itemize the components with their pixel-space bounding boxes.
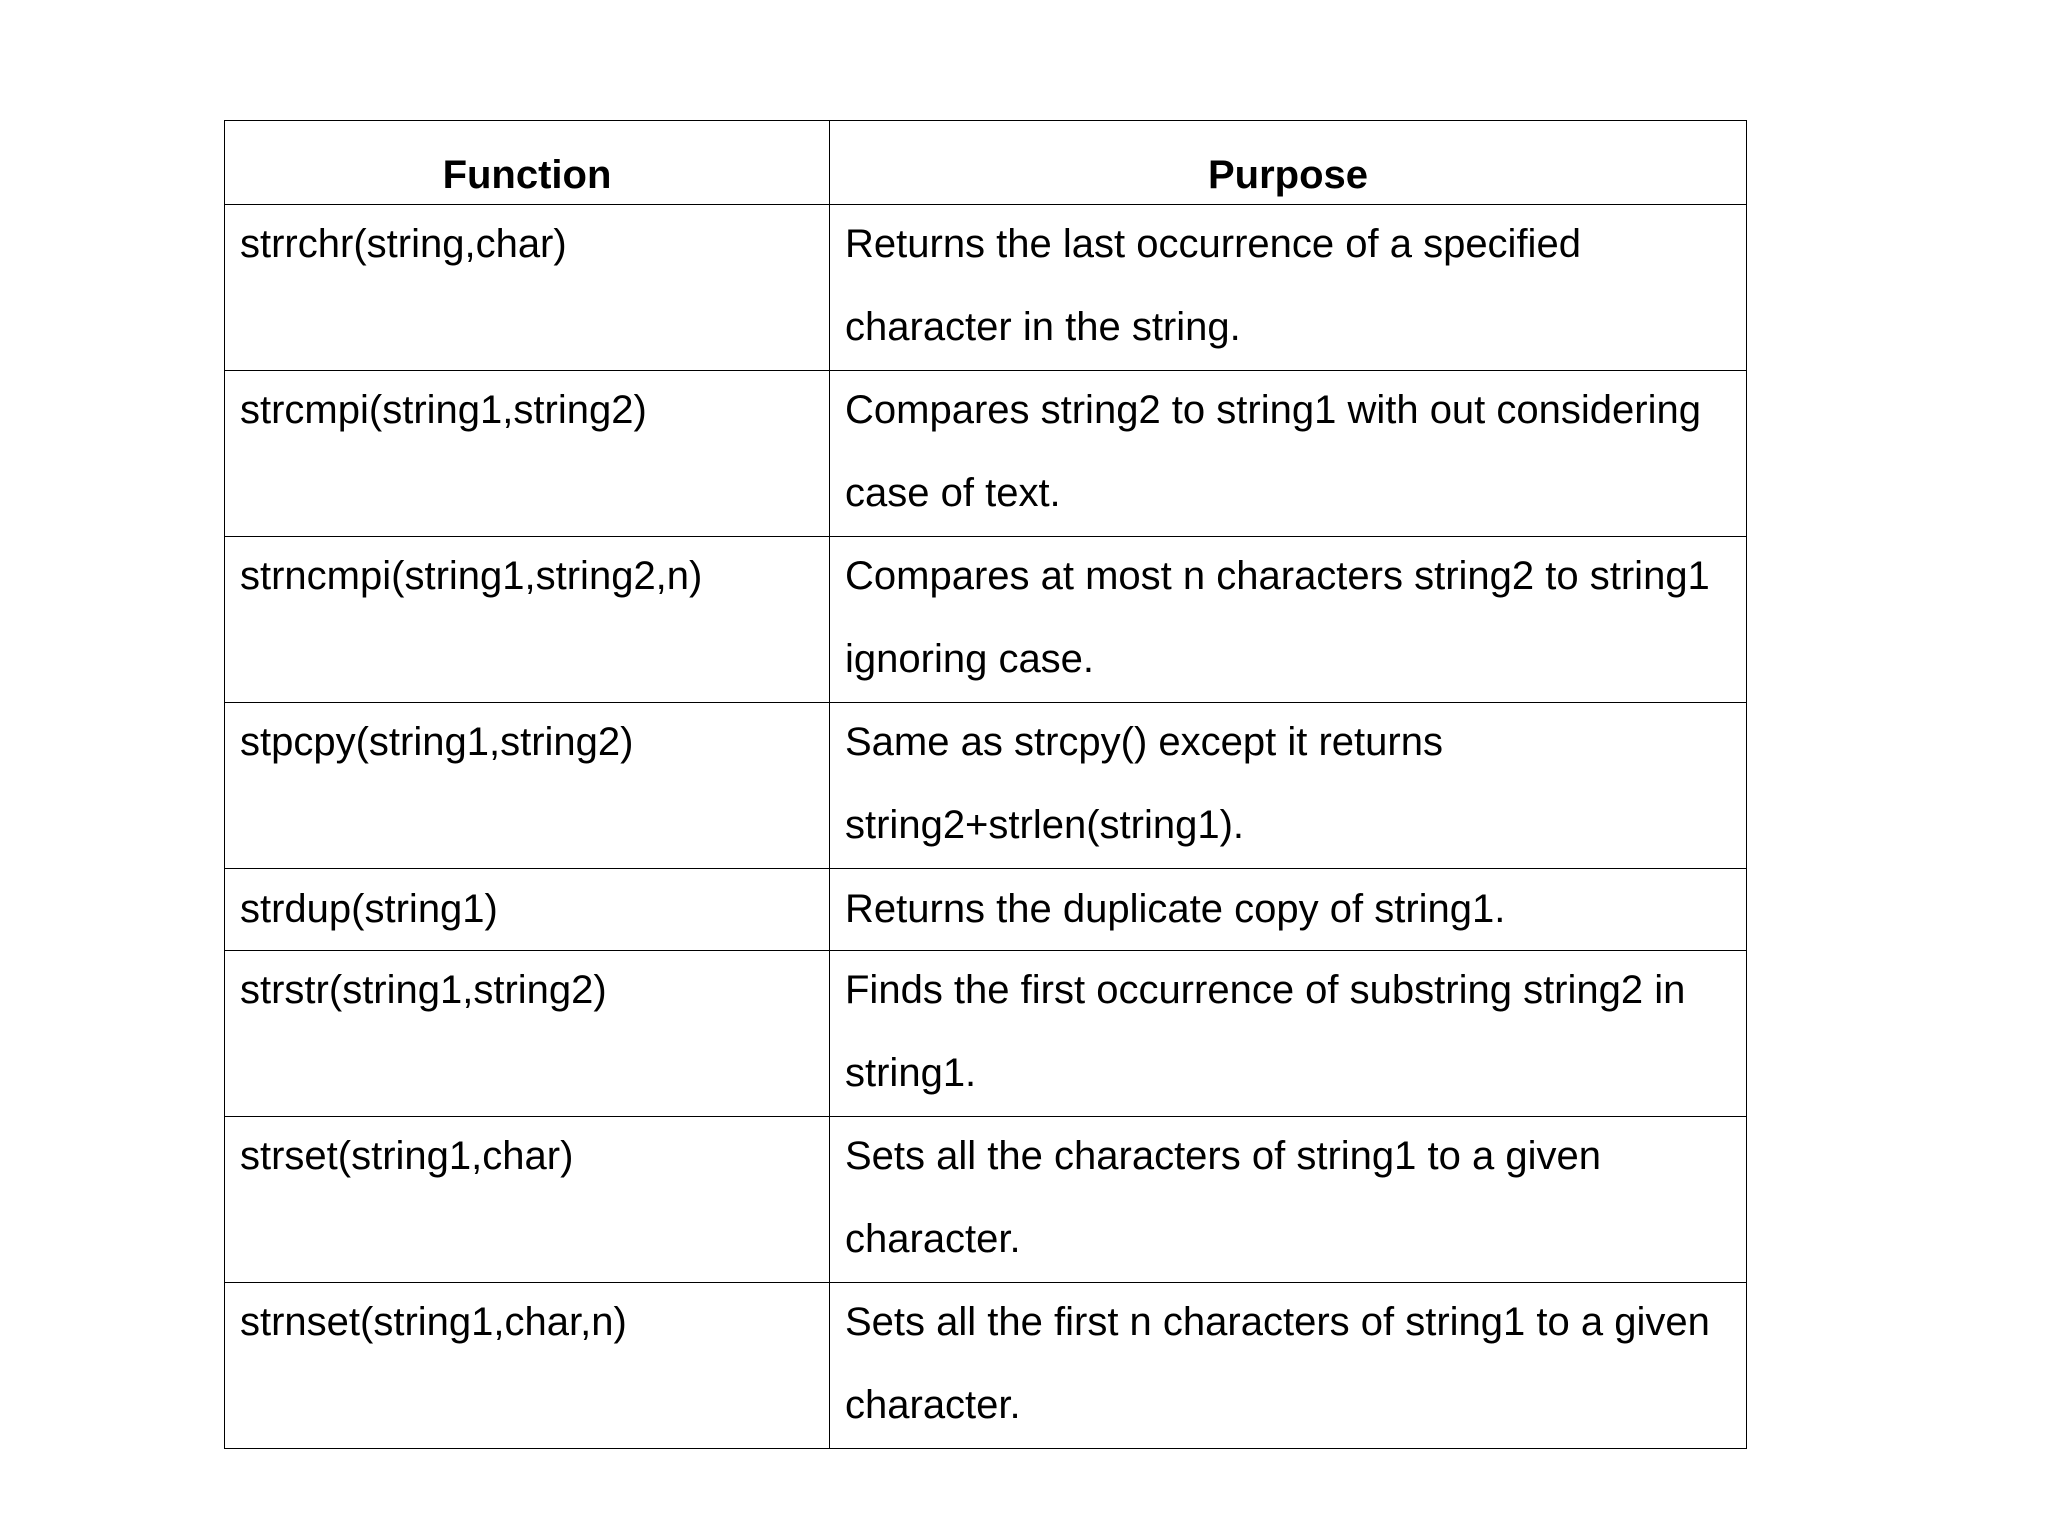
purpose-text: Finds the first occurrence of substring string2 in string1. — [845, 968, 1686, 1095]
purpose-cell — [830, 205, 1747, 371]
header-function: Function — [225, 121, 830, 205]
function-cell — [225, 371, 830, 537]
purpose-text: Sets all the characters of string1 to a given character. — [845, 1134, 1601, 1261]
purpose-text: Same as strcpy() except it returns string2+strlen(string1). — [845, 720, 1443, 847]
table-row — [225, 951, 1747, 1117]
purpose-cell — [830, 537, 1747, 703]
function-name: strset(string1,char) — [240, 1134, 574, 1178]
purpose-cell — [830, 1117, 1747, 1283]
purpose-text: Compares string2 to string1 with out considering case of text. — [845, 388, 1701, 515]
string-functions-table — [224, 120, 1747, 1449]
purpose-cell — [830, 1283, 1747, 1449]
function-name: strnset(string1,char,n) — [240, 1300, 627, 1344]
function-name: stpcpy(string1,string2) — [240, 720, 634, 764]
function-cell — [225, 869, 830, 951]
function-name: strrchr(string,char) — [240, 222, 567, 266]
table-row — [225, 869, 1747, 951]
table-row — [225, 537, 1747, 703]
table-row — [225, 371, 1747, 537]
function-name: strcmpi(string1,string2) — [240, 388, 647, 432]
function-name: strstr(string1,string2) — [240, 968, 607, 1012]
table-row — [225, 205, 1747, 371]
purpose-text: Sets all the first n characters of string1 to a given character. — [845, 1300, 1710, 1427]
purpose-text: Returns the last occurrence of a specified character in the string. — [845, 222, 1581, 349]
purpose-cell — [830, 869, 1747, 951]
purpose-cell — [830, 703, 1747, 869]
table-row — [225, 1283, 1747, 1449]
function-name: strdup(string1) — [240, 887, 498, 931]
function-cell — [225, 951, 830, 1117]
table-row — [225, 703, 1747, 869]
function-cell — [225, 703, 830, 869]
table-row — [225, 1117, 1747, 1283]
function-cell — [225, 1283, 830, 1449]
purpose-text: Returns the duplicate copy of string1. — [845, 887, 1506, 931]
function-cell — [225, 205, 830, 371]
header-purpose: Purpose — [830, 121, 1747, 205]
function-cell — [225, 537, 830, 703]
purpose-text: Compares at most n characters string2 to string1 ignoring case. — [845, 554, 1710, 681]
purpose-cell — [830, 371, 1747, 537]
table-header-row — [225, 121, 1747, 205]
function-cell — [225, 1117, 830, 1283]
function-name: strncmpi(string1,string2,n) — [240, 554, 703, 598]
purpose-cell — [830, 951, 1747, 1117]
